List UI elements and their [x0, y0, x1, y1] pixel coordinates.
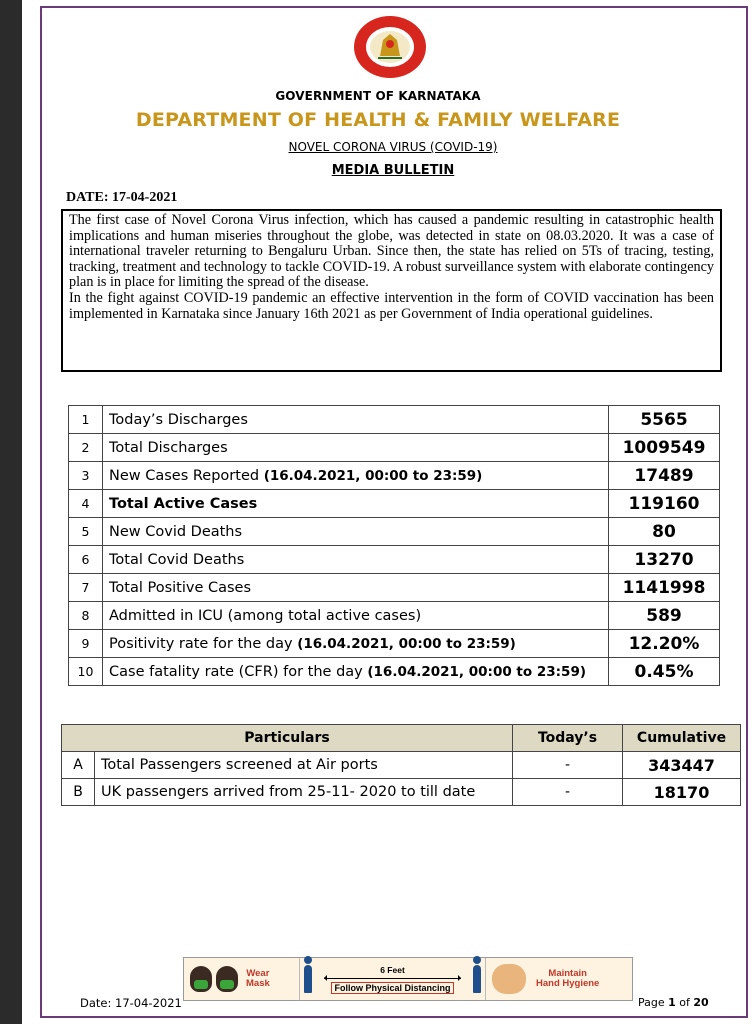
- masked-face-icon: [190, 966, 212, 992]
- bulletin-date: DATE: 17-04-2021: [66, 190, 178, 205]
- row-value: 119160: [609, 490, 720, 518]
- row-number: 7: [69, 574, 103, 602]
- masked-face-icon: [216, 966, 238, 992]
- bulletin-subtitle: NOVEL CORONA VIRUS (COVID-19): [288, 140, 498, 154]
- table-row: [62, 752, 741, 779]
- row-today: -: [513, 779, 623, 806]
- table-row: [62, 779, 741, 806]
- row-value: 589: [609, 602, 720, 630]
- table-row: [69, 406, 720, 434]
- mask-text-line1: Wear: [246, 968, 270, 979]
- row-label: Total Active Cases: [103, 490, 609, 518]
- row-value: 17489: [609, 462, 720, 490]
- row-cumulative: 343447: [623, 752, 741, 779]
- table-row: [69, 462, 720, 490]
- row-label: New Covid Deaths: [103, 518, 609, 546]
- row-label: UK passengers arrived from 25-11- 2020 to till date: [95, 779, 513, 806]
- row-label: Total Covid Deaths: [103, 546, 609, 574]
- department-title: DEPARTMENT OF HEALTH & FAMILY WELFARE: [135, 109, 621, 131]
- double-arrow-icon: [324, 978, 462, 979]
- header-particulars: Particulars: [62, 725, 513, 752]
- table-row: [69, 490, 720, 518]
- person-icon: [473, 965, 481, 993]
- row-today: -: [513, 752, 623, 779]
- row-number: 1: [69, 406, 103, 434]
- person-icon: [304, 965, 312, 993]
- table-row: [69, 574, 720, 602]
- mask-text-line2: Mask: [246, 978, 270, 989]
- table-row: [69, 546, 720, 574]
- covid-guidelines-banner: [183, 957, 633, 1001]
- row-number: 10: [69, 658, 103, 686]
- karnataka-emblem-icon: [348, 14, 432, 80]
- row-id: B: [62, 779, 95, 806]
- row-number: 2: [69, 434, 103, 462]
- row-label: Today’s Discharges: [103, 406, 609, 434]
- row-number: 3: [69, 462, 103, 490]
- row-number: 9: [69, 630, 103, 658]
- row-cumulative: 18170: [623, 779, 741, 806]
- row-number: 4: [69, 490, 103, 518]
- row-label: Total Discharges: [103, 434, 609, 462]
- distancing-label: Follow Physical Distancing: [331, 982, 453, 994]
- intro-box: [61, 209, 722, 372]
- row-value: 0.45%: [609, 658, 720, 686]
- table-row: [69, 630, 720, 658]
- row-value: 5565: [609, 406, 720, 434]
- passengers-table: [61, 724, 741, 806]
- row-value: 13270: [609, 546, 720, 574]
- intro-paragraph-2: In the fight against COVID-19 pandemic an effective intervention in the form of COVID vaccination has been implemented in Karnataka since January 16th 2021 as per Government of India operational guidelines.: [69, 289, 714, 322]
- hygiene-text-line1: Maintain: [548, 968, 587, 979]
- header-cumulative: Cumulative: [623, 725, 741, 752]
- table-header-row: [62, 725, 741, 752]
- hand-hygiene-section: [486, 958, 632, 1000]
- washing-hands-icon: [492, 964, 526, 994]
- physical-distancing-section: [300, 958, 486, 1000]
- row-label: Case fatality rate (CFR) for the day (16.04.2021, 00:00 to 23:59): [103, 658, 609, 686]
- covid-stats-table: [68, 405, 720, 686]
- row-id: A: [62, 752, 95, 779]
- row-label: Total Positive Cases: [103, 574, 609, 602]
- row-label: New Cases Reported (16.04.2021, 00:00 to 23:59): [103, 462, 609, 490]
- row-value: 1141998: [609, 574, 720, 602]
- footer-date: Date: 17-04-2021: [80, 996, 182, 1010]
- hygiene-text-line2: Hand Hygiene: [536, 978, 600, 989]
- row-number: 5: [69, 518, 103, 546]
- row-label: Admitted in ICU (among total active cases): [103, 602, 609, 630]
- bulletin-title: MEDIA BULLETIN: [331, 163, 455, 178]
- table-row: [69, 518, 720, 546]
- row-number: 6: [69, 546, 103, 574]
- row-label: Total Passengers screened at Air ports: [95, 752, 513, 779]
- row-number: 8: [69, 602, 103, 630]
- table-row: [69, 658, 720, 686]
- table-row: [69, 602, 720, 630]
- intro-paragraph-1: The first case of Novel Corona Virus infection, which has caused a pandemic resulting in catastrophic health implications and human miseries throughout the globe, was detected in state on 08.03.2020. It was a case of international traveler returning to Bengaluru Urban. Since then, the state has relied on 5Ts of tracing, testing, tracking, treatment and technology to tackle COVID-19. A robust surveillance system with elaborate contingency plan is in place for limiting the spread of the disease.: [69, 212, 714, 291]
- page-number: Page 1 of 20: [638, 996, 709, 1009]
- header-today: Today’s: [513, 725, 623, 752]
- row-value: 12.20%: [609, 630, 720, 658]
- wear-mask-section: [184, 958, 300, 1000]
- row-label: Positivity rate for the day (16.04.2021, 00:00 to 23:59): [103, 630, 609, 658]
- government-title: GOVERNMENT OF KARNATAKA: [275, 89, 481, 103]
- row-value: 80: [609, 518, 720, 546]
- row-value: 1009549: [609, 434, 720, 462]
- table-row: [69, 434, 720, 462]
- distance-feet: 6 Feet: [380, 964, 405, 975]
